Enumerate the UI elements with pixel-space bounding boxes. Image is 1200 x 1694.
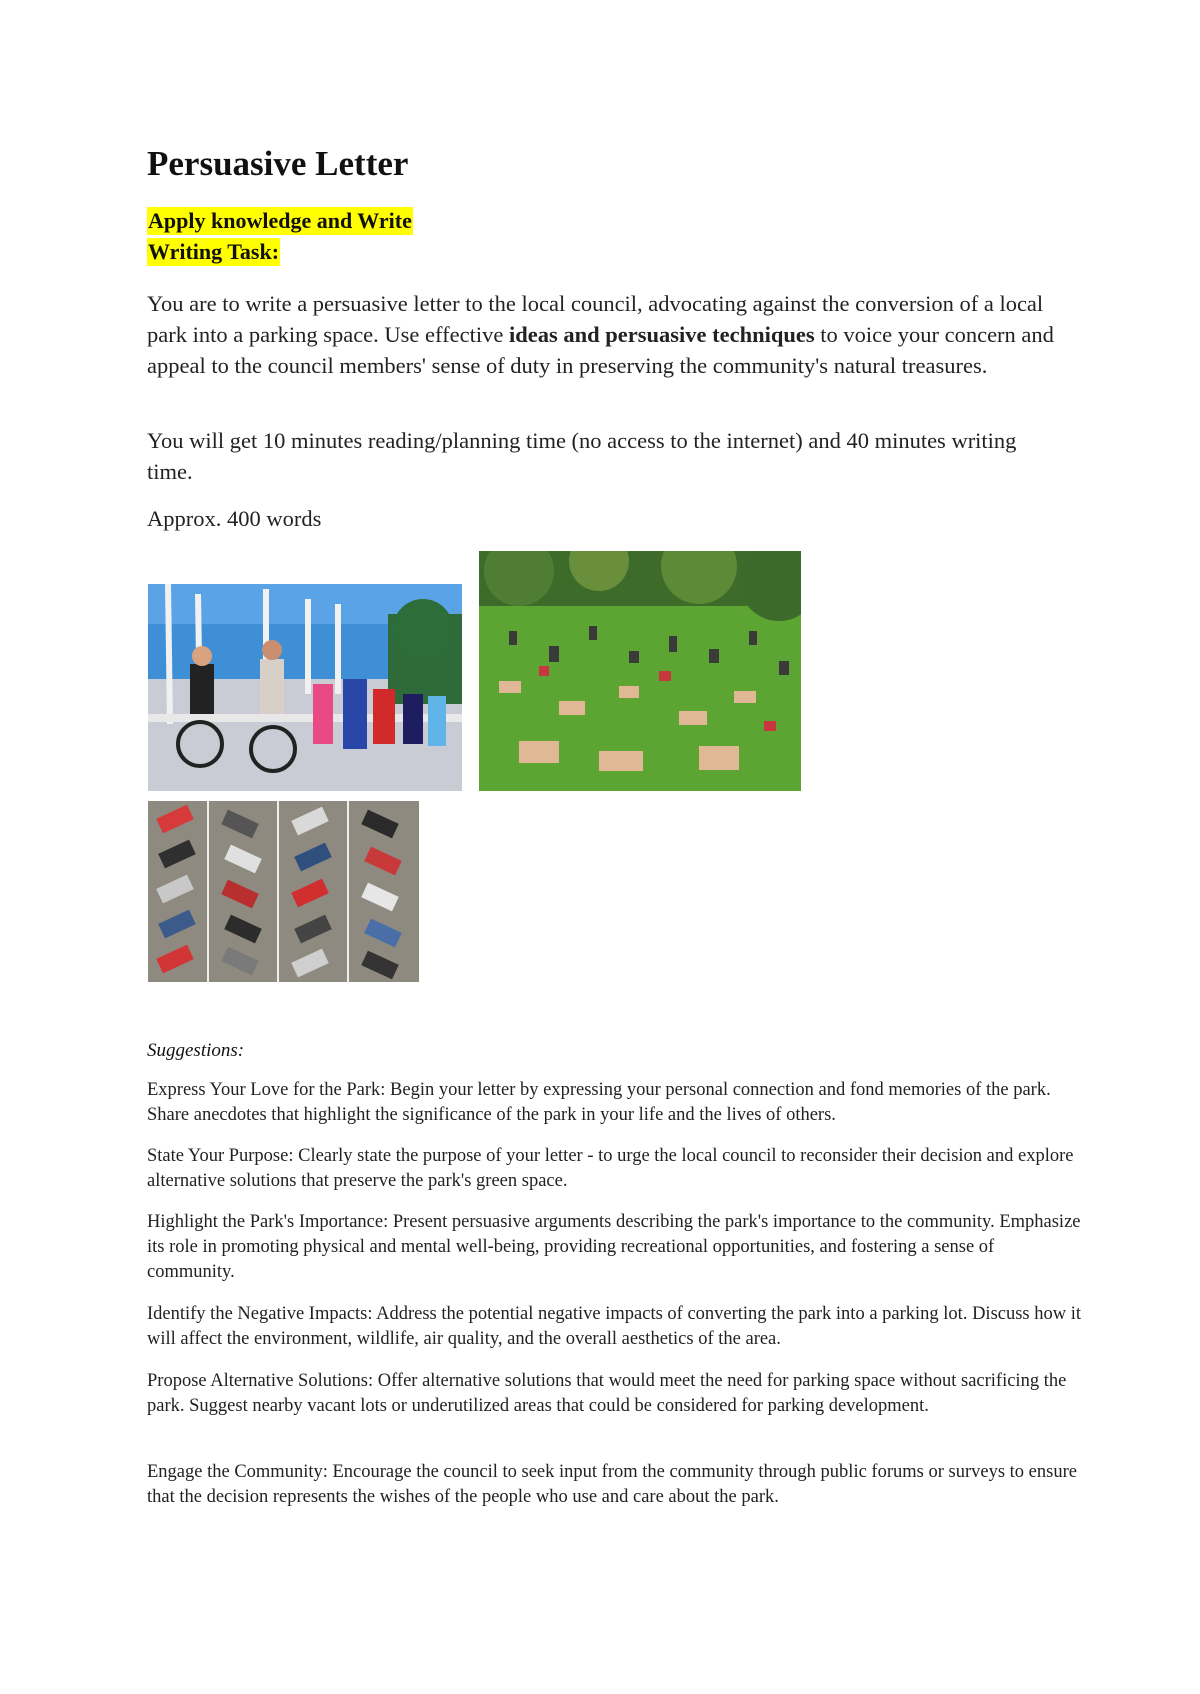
highlight-apply-knowledge: Apply knowledge and Write	[148, 208, 412, 233]
suggestion-item: Highlight the Park's Importance: Present persuasive arguments describing the park's importance to the community. Emphasize its role in promoting physical and mental well-being, providing recreational opportunities, and fostering a sense of community.	[147, 1212, 1081, 1282]
suggestion-item: Engage the Community: Encourage the council to seek input from the community through public forums or surveys to ensure that the decision represents the wishes of the people who use and care about the park.	[147, 1462, 1077, 1507]
cyclists-photo	[148, 584, 462, 791]
photo-parking-lot-icon	[148, 801, 419, 982]
page-title: Persuasive Letter	[147, 144, 409, 183]
photo-park-lawn-icon	[479, 551, 801, 791]
suggestion-item: Propose Alternative Solutions: Offer alternative solutions that would meet the need for parking space without sacrificing the park. Suggest nearby vacant lots or underutilized areas that could be considered for parking development.	[147, 1371, 1067, 1416]
park-crowd-photo	[479, 551, 801, 791]
word-count: Approx. 400 words	[147, 506, 322, 531]
photo-cyclists-icon	[148, 584, 462, 791]
highlighted-instructions	[147, 207, 413, 269]
time-paragraph: You will get 10 minutes reading/planning time (no access to the internet) and 40 minutes writing time.	[147, 428, 1017, 484]
highlight-writing-task: Writing Task:	[148, 239, 280, 264]
task-paragraph	[147, 288, 1067, 381]
task-text-bold: ideas and persuasive techniques	[508, 322, 815, 347]
parking-lot-photo	[148, 801, 419, 982]
suggestion-item: Identify the Negative Impacts: Address the potential negative impacts of converting the park into a parking lot. Discuss how it will affect the environment, wildlife, air quality, and the overall aesthetics of the area.	[147, 1304, 1082, 1349]
suggestion-item: Express Your Love for the Park: Begin your letter by expressing your personal connection and fond memories of the park. Share anecdotes that highlight the significance of the park in your life and the lives of others.	[147, 1080, 1051, 1125]
task-text-start: You are to write a persuasive letter to the local council, advocating against the conversion of a local park into a parking space. Use effective	[147, 291, 1044, 347]
task-text-end: to voice your concern and appeal to the council members' sense of duty in preserving the community's natural treasures.	[147, 322, 1054, 378]
suggestion-item: State Your Purpose: Clearly state the purpose of your letter - to urge the local council to reconsider their decision and explore alternative solutions that preserve the park's green space.	[147, 1146, 1074, 1191]
suggestions-heading: Suggestions:	[147, 1040, 245, 1061]
